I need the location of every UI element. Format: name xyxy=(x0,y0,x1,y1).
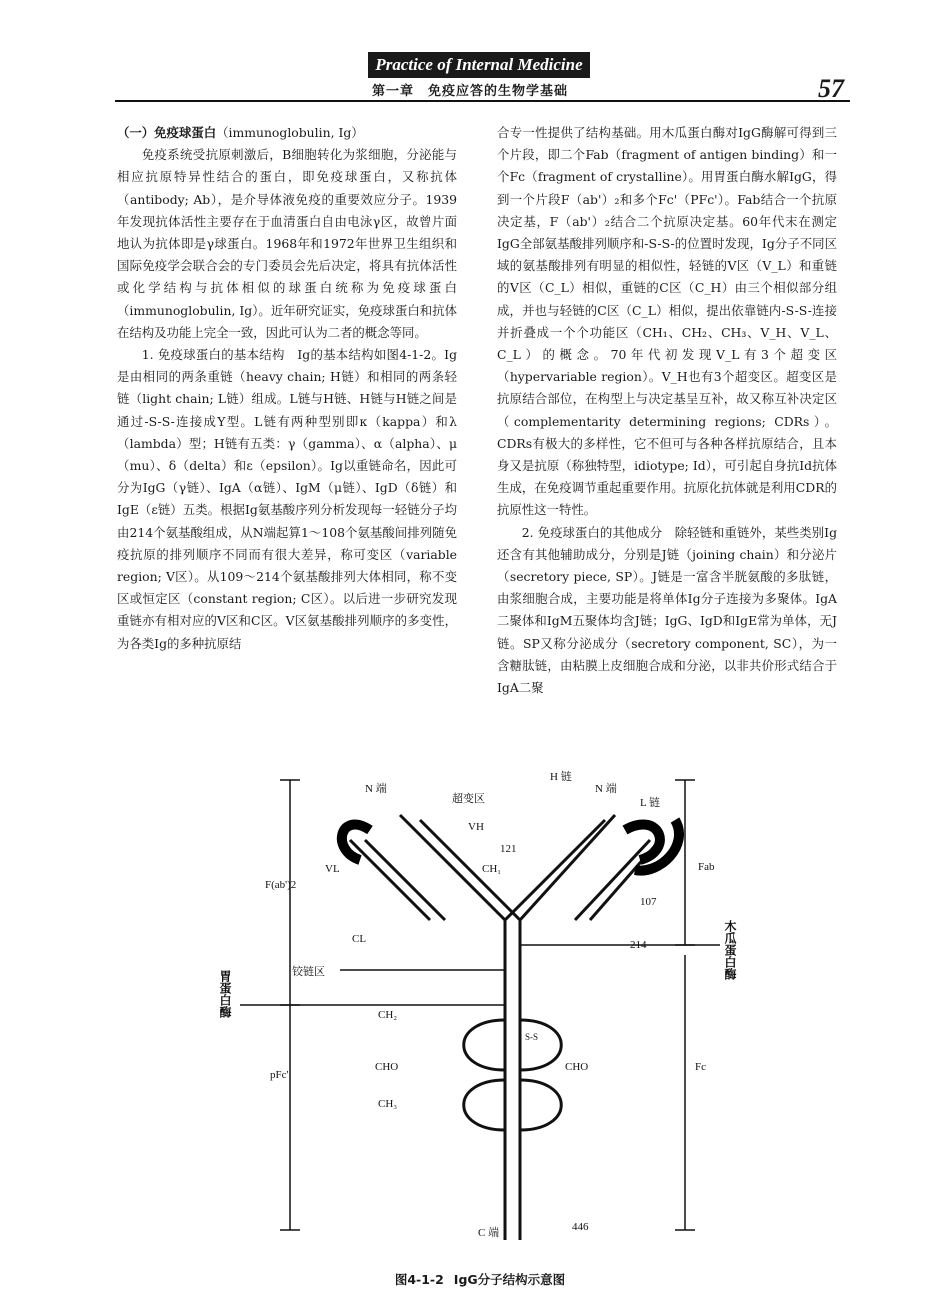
ch3-label: CH₃ xyxy=(378,1098,398,1110)
subsection-heading: 1. 免疫球蛋白的基本结构 xyxy=(141,347,285,363)
igg-diagram xyxy=(220,770,760,1240)
n-term-left-label: N 端 xyxy=(365,783,387,795)
l-chain-label: L 链 xyxy=(640,797,661,809)
ch1-label: CH₁ xyxy=(482,863,502,875)
header-rule xyxy=(115,100,850,102)
fab-bracket xyxy=(675,780,695,945)
pfc-label: pFc' xyxy=(270,1069,289,1081)
ch3-loop-left xyxy=(464,1080,505,1130)
fab2-label: F(ab')2 xyxy=(265,879,297,891)
caption-text: IgG分子结构示意图 xyxy=(453,1272,566,1287)
n121-label: 121 xyxy=(500,843,517,855)
n107-label: 107 xyxy=(640,896,657,908)
hypervariable-hook-right xyxy=(625,824,660,860)
paragraph: 免疫系统受抗原刺激后，B细胞转化为浆细胞，分泌能与相应抗原特异性结合的蛋白，即免疫球蛋白，又称抗体（antibody; Ab），是介导体液免疫的重要效应分子。1939年发现抗体活性主要存在于血清蛋白自由电泳γ区，故曾片面地认为抗体即是γ球蛋白。1968年和1972年世界卫生组织和国际免疫学会联合会的专门委员会先后决定，将具有抗体活性或化学结构与抗体相似的球蛋白统称为免疫球蛋白（immunoglobulin, Ig）。近年研究证实，免疫球蛋白和抗体在结构及功能上完全一致，因此可认为二者的概念等同。 xyxy=(117,147,457,340)
vl-label: VL xyxy=(325,863,340,875)
hinge-label: 铰链区 xyxy=(292,966,325,978)
paragraph: 合专一性提供了结构基础。用木瓜蛋白酶对IgG酶解可得到三个片段，即二个Fab（fragment of antigen binding）和一个Fc（fragment of crystalline）。用胃蛋白酶水解IgG，得到一个片段F（ab'）₂和多个Fc'（PFc'）。Fab结合一个抗原决定基，F（ab'）₂结合二个抗原决定基。60年代末在测定IgG全部氨基酸排列顺序和-S-S-的位置时发现，Ig分子不同区域的氨基酸排列有明显的相似性，轻链的V区（V_L）和重链的V区（C_L）相似，重链的C区（C_H）由三个相似部分组成，并也与轻链的C区（C_L）相似，提出依靠链内-S-S-连接并折叠成一个个功能区（CH₁、CH₂、CH₃、V_H、V_L、C_L）的概念。70年代初发现V_L有3个超变区（hypervariable region）。V_H也有3个超变区。超变区是抗原结合部位，在构型上与决定基呈互补，故又称互补决定区（complementarity determining regions; CDRs）。CDRs有极大的多样性，它不但可与各种各样抗原结合，且本身又是抗原（称独特型，idiotype; Id），可引起自身抗Id抗体生成，在免疫调节重起重要作用。抗原化抗体就是利用CDR的抗原性这一特性。 xyxy=(497,125,837,518)
paragraph-structure xyxy=(117,344,457,655)
section-title: （一）免疫球蛋白 xyxy=(117,125,217,140)
figure-caption xyxy=(0,1270,950,1288)
vh-label: VH xyxy=(468,821,484,833)
hypervariable-label: 超变区 xyxy=(452,793,485,805)
fc-bracket xyxy=(675,955,695,1230)
n-term-right-label: N 端 xyxy=(595,783,617,795)
caption-number: 图4-1-2 xyxy=(394,1272,444,1287)
paragraph-text: Ig的基本结构如图4-1-2。Ig是由相同的两条重链（heavy chain; H链）和相同的两条轻链（light chain; L链）组成。L链与H链、H链与H链之间是通过-S-S-连接成Y型。L链有两种型别即κ（kappa）和λ（lambda）型；H链有五类：γ（gamma）、α（alpha）、μ（mu）、δ（delta）和ε（epsilon）。Ig以重链命名，因此可分为IgG（γ链）、IgA（α链）、IgM（μ链）、IgD（δ链）和IgE（ε链）五类。根据Ig氨基酸序列分析发现每一轻链分子均由214个氨基酸组成，从N端起算1～108个氨基酸间排列随免疫抗原的排列顺序不同而有很大差异，称可变区（variable region; V区）。从109～214个氨基酸排列大体相同，称不变区或恒定区（constant region; C区）。以后进一步研究发现重链亦有相对应的V区和C区。V区氨基酸排列顺序的多变性，为各类Ig的多种抗原结 xyxy=(117,347,458,651)
section-title-en: （immunoglobulin, Ig） xyxy=(216,125,364,140)
pepsin-label: 胃蛋白酶 xyxy=(218,970,232,1018)
pfc-bracket xyxy=(280,1005,300,1230)
section-heading xyxy=(117,122,457,144)
c-term-label: C 端 xyxy=(478,1227,500,1239)
igg-structure-figure xyxy=(220,770,760,1240)
disulfide-label: S-S xyxy=(525,1032,539,1042)
h-chain-label: H 链 xyxy=(550,771,572,783)
n446-label: 446 xyxy=(572,1221,589,1233)
chapter-title: 第一章 免疫应答的生物学基础 xyxy=(372,84,569,99)
page-number: 57 xyxy=(818,74,844,103)
ch3-loop-right xyxy=(520,1080,561,1130)
cho-left-label: CHO xyxy=(375,1061,399,1073)
paragraph-other-components xyxy=(497,522,837,700)
fab-label: Fab xyxy=(698,861,715,873)
left-column xyxy=(117,122,457,655)
paragraph-text: 除轻链和重链外，某些类别Ig还含有其他辅助成分，分别是J链（joining chain）和分泌片（secretory piece, SP）。J链是一富含半胱氨酸的多肽链，由浆细胞合成，主要功能是将单体Ig分子连接为多聚体。IgA二聚体和IgM五聚体均含J链；IgG、IgD和IgE常为单体，无J链。SP又称分泌成分（secretory component, SC），为一含糖肽链，由粘膜上皮细胞合成和分泌，以非共价形式结合于IgA二聚 xyxy=(497,524,838,696)
papain-label: 木瓜蛋白酶 xyxy=(723,920,737,980)
right-column xyxy=(497,122,837,699)
heavy-chain-left xyxy=(505,920,520,1240)
ch2-label: CH₂ xyxy=(378,1009,398,1021)
fc-label: Fc xyxy=(695,1061,706,1073)
cho-right-label: CHO xyxy=(565,1061,589,1073)
n214-label: 214 xyxy=(630,939,647,951)
journal-banner: Practice of Internal Medicine xyxy=(368,52,590,78)
ch2-loop-left xyxy=(464,1020,505,1070)
subsection-heading: 2. 免疫球蛋白的其他成分 xyxy=(521,524,663,540)
cl-label: CL xyxy=(352,933,367,945)
ch2-loop-right xyxy=(520,1020,561,1070)
